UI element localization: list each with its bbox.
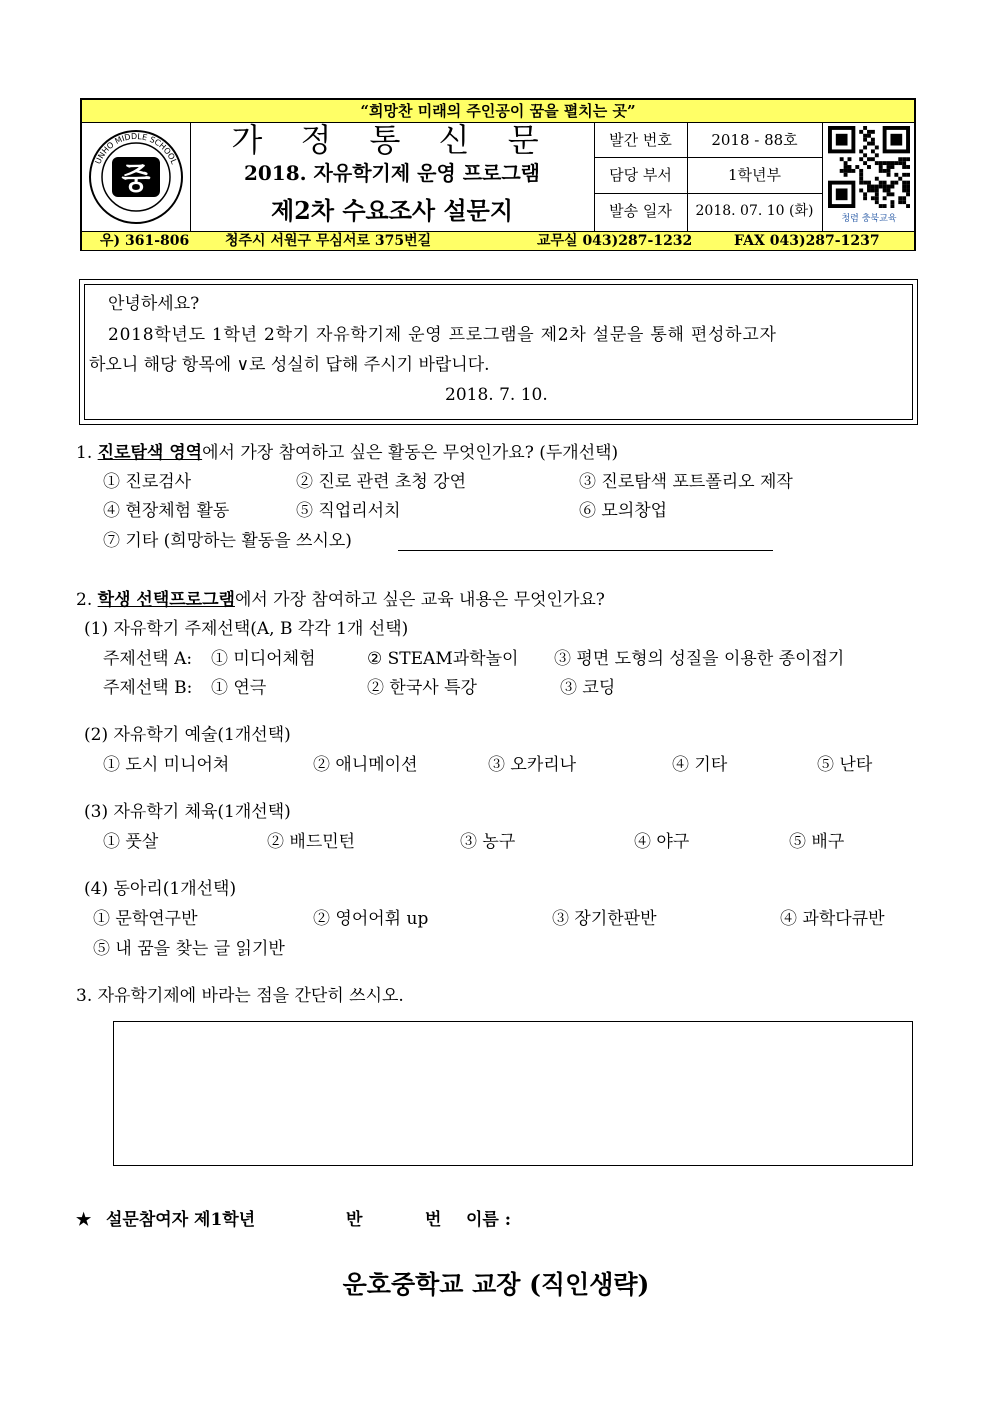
issue-value: 2018 - 88호: [711, 131, 798, 149]
intro-line2: 하오니 해당 항목에 ∨로 성실히 답해 주시기 바랍니다.: [89, 355, 490, 375]
participant-label: 설문참여자 제1학년: [106, 1210, 256, 1230]
q1-option-other[interactable]: ⑦ 기타 (희망하는 활동을 쓰시오): [103, 531, 352, 551]
address-bar: [82, 231, 914, 250]
qr-code-icon: [828, 126, 910, 226]
question-2: [76, 589, 605, 611]
arts-option[interactable]: ② 애니메이션: [313, 755, 418, 775]
sports-option[interactable]: ⑤ 배구: [789, 832, 845, 852]
sports-option[interactable]: ② 배드민턴: [267, 832, 356, 852]
topic-a-option[interactable]: ② STEAM과학놀이: [367, 649, 519, 669]
club-option[interactable]: ④ 과학다큐반: [780, 909, 885, 929]
sports-option[interactable]: ④ 야구: [634, 832, 690, 852]
survey-title: 제2차 수요조사 설문지: [270, 196, 514, 225]
intro-line1: 2018학년도 1학년 2학기 자유학기제 운영 프로그램을 제2차 설문을 통해 편성하고자: [108, 325, 777, 345]
q1-option[interactable]: ⑤ 직업리서치: [296, 501, 401, 521]
q1-option[interactable]: ④ 현장체험 활동: [103, 501, 230, 521]
date-label: 발송 일자: [609, 202, 672, 220]
zip-code: 우) 361-806: [100, 233, 190, 249]
q2-section-4-title: (4) 동아리(1개선택): [84, 879, 237, 899]
principal-signature: 운호중학교 교장 (직인생략): [342, 1270, 650, 1299]
topic-a-option[interactable]: ③ 평면 도형의 성질을 이용한 종이접기: [554, 649, 845, 669]
q2-section-2-title: (2) 자유학기 예술(1개선택): [84, 725, 291, 745]
divider: [822, 123, 823, 231]
dept-label: 담당 부서: [609, 166, 672, 184]
q2-text: 에서 가장 참여하고 싶은 교육 내용은 무엇인가요?: [234, 590, 605, 610]
topic-b-label: 주제선택 B:: [103, 678, 193, 698]
program-subtitle: 2018. 자유학기제 운영 프로그램: [243, 161, 541, 185]
q1-text: 에서 가장 참여하고 싶은 활동은 무엇인가요? (두개선택): [202, 443, 619, 463]
name-label: 이름 :: [466, 1210, 512, 1230]
dept-value: 1학년부: [727, 166, 781, 184]
school-logo: [82, 123, 190, 230]
newsletter-header: [80, 98, 916, 251]
q2-section-1-title: (1) 자유학기 주제선택(A, B 각각 1개 선택): [84, 619, 409, 639]
arts-option[interactable]: ⑤ 난타: [817, 755, 873, 775]
street-address: 청주시 서원구 무심서로 375번길: [225, 233, 432, 249]
q1-option[interactable]: ③ 진로탐색 포트폴리오 제작: [579, 472, 793, 492]
q1-option[interactable]: ① 진로검사: [103, 472, 192, 492]
club-option[interactable]: ① 문학연구반: [93, 909, 198, 929]
topic-b-option[interactable]: ③ 코딩: [560, 678, 616, 698]
topic-b-option[interactable]: ① 연극: [211, 678, 267, 698]
q2-emphasis: 학생 선택프로그램: [97, 590, 235, 610]
issue-label: 발간 번호: [609, 131, 672, 149]
class-label: 반: [346, 1210, 363, 1230]
arts-option[interactable]: ③ 오카리나: [488, 755, 577, 775]
club-option[interactable]: ② 영어어휘 up: [313, 909, 429, 929]
q2-section-3-title: (3) 자유학기 체육(1개선택): [84, 802, 291, 822]
participant-star-icon: ★: [76, 1210, 92, 1230]
svg-text:UNHO MIDDLE SCHOOL: UNHO MIDDLE SCHOOL: [93, 131, 179, 166]
q1-option[interactable]: ② 진로 관련 초청 강연: [296, 472, 466, 492]
number-label: 번: [425, 1210, 442, 1230]
other-answer-line[interactable]: [398, 550, 773, 551]
greeting: 안녕하세요?: [108, 294, 200, 314]
topic-a-label: 주제선택 A:: [103, 649, 193, 669]
answer-textbox[interactable]: [113, 1021, 913, 1166]
club-option[interactable]: ③ 장기한판반: [552, 909, 657, 929]
qr-caption: 청렴 충북교육: [841, 214, 897, 224]
svg-text:중: 중: [121, 162, 151, 197]
sports-option[interactable]: ③ 농구: [460, 832, 516, 852]
office-phone: 교무실 043)287-1232: [537, 233, 693, 249]
intro-date: 2018. 7. 10.: [445, 385, 548, 405]
newsletter-title: 가 정 통 신 문: [231, 121, 553, 159]
arts-option[interactable]: ④ 기타: [672, 755, 728, 775]
q1-number: 1.: [76, 443, 93, 463]
q1-option[interactable]: ⑥ 모의창업: [579, 501, 668, 521]
q2-number: 2.: [76, 590, 93, 610]
topic-b-option[interactable]: ② 한국사 특강: [367, 678, 477, 698]
q1-emphasis: 진로탐색 영역: [97, 443, 203, 463]
question-3: 3. 자유학기제에 바라는 점을 간단히 쓰시오.: [76, 986, 404, 1006]
topic-a-option[interactable]: ① 미디어체험: [211, 649, 316, 669]
question-1: [76, 442, 618, 464]
motto-bar: “희망찬 미래의 주인공이 꿈을 펼치는 곳”: [82, 100, 914, 123]
fax-number: FAX 043)287-1237: [734, 233, 880, 249]
date-value: 2018. 07. 10 (화): [695, 203, 814, 219]
club-option[interactable]: ⑤ 내 꿈을 찾는 글 읽기반: [93, 939, 285, 959]
sports-option[interactable]: ① 풋살: [103, 832, 159, 852]
arts-option[interactable]: ① 도시 미니어쳐: [103, 755, 230, 775]
